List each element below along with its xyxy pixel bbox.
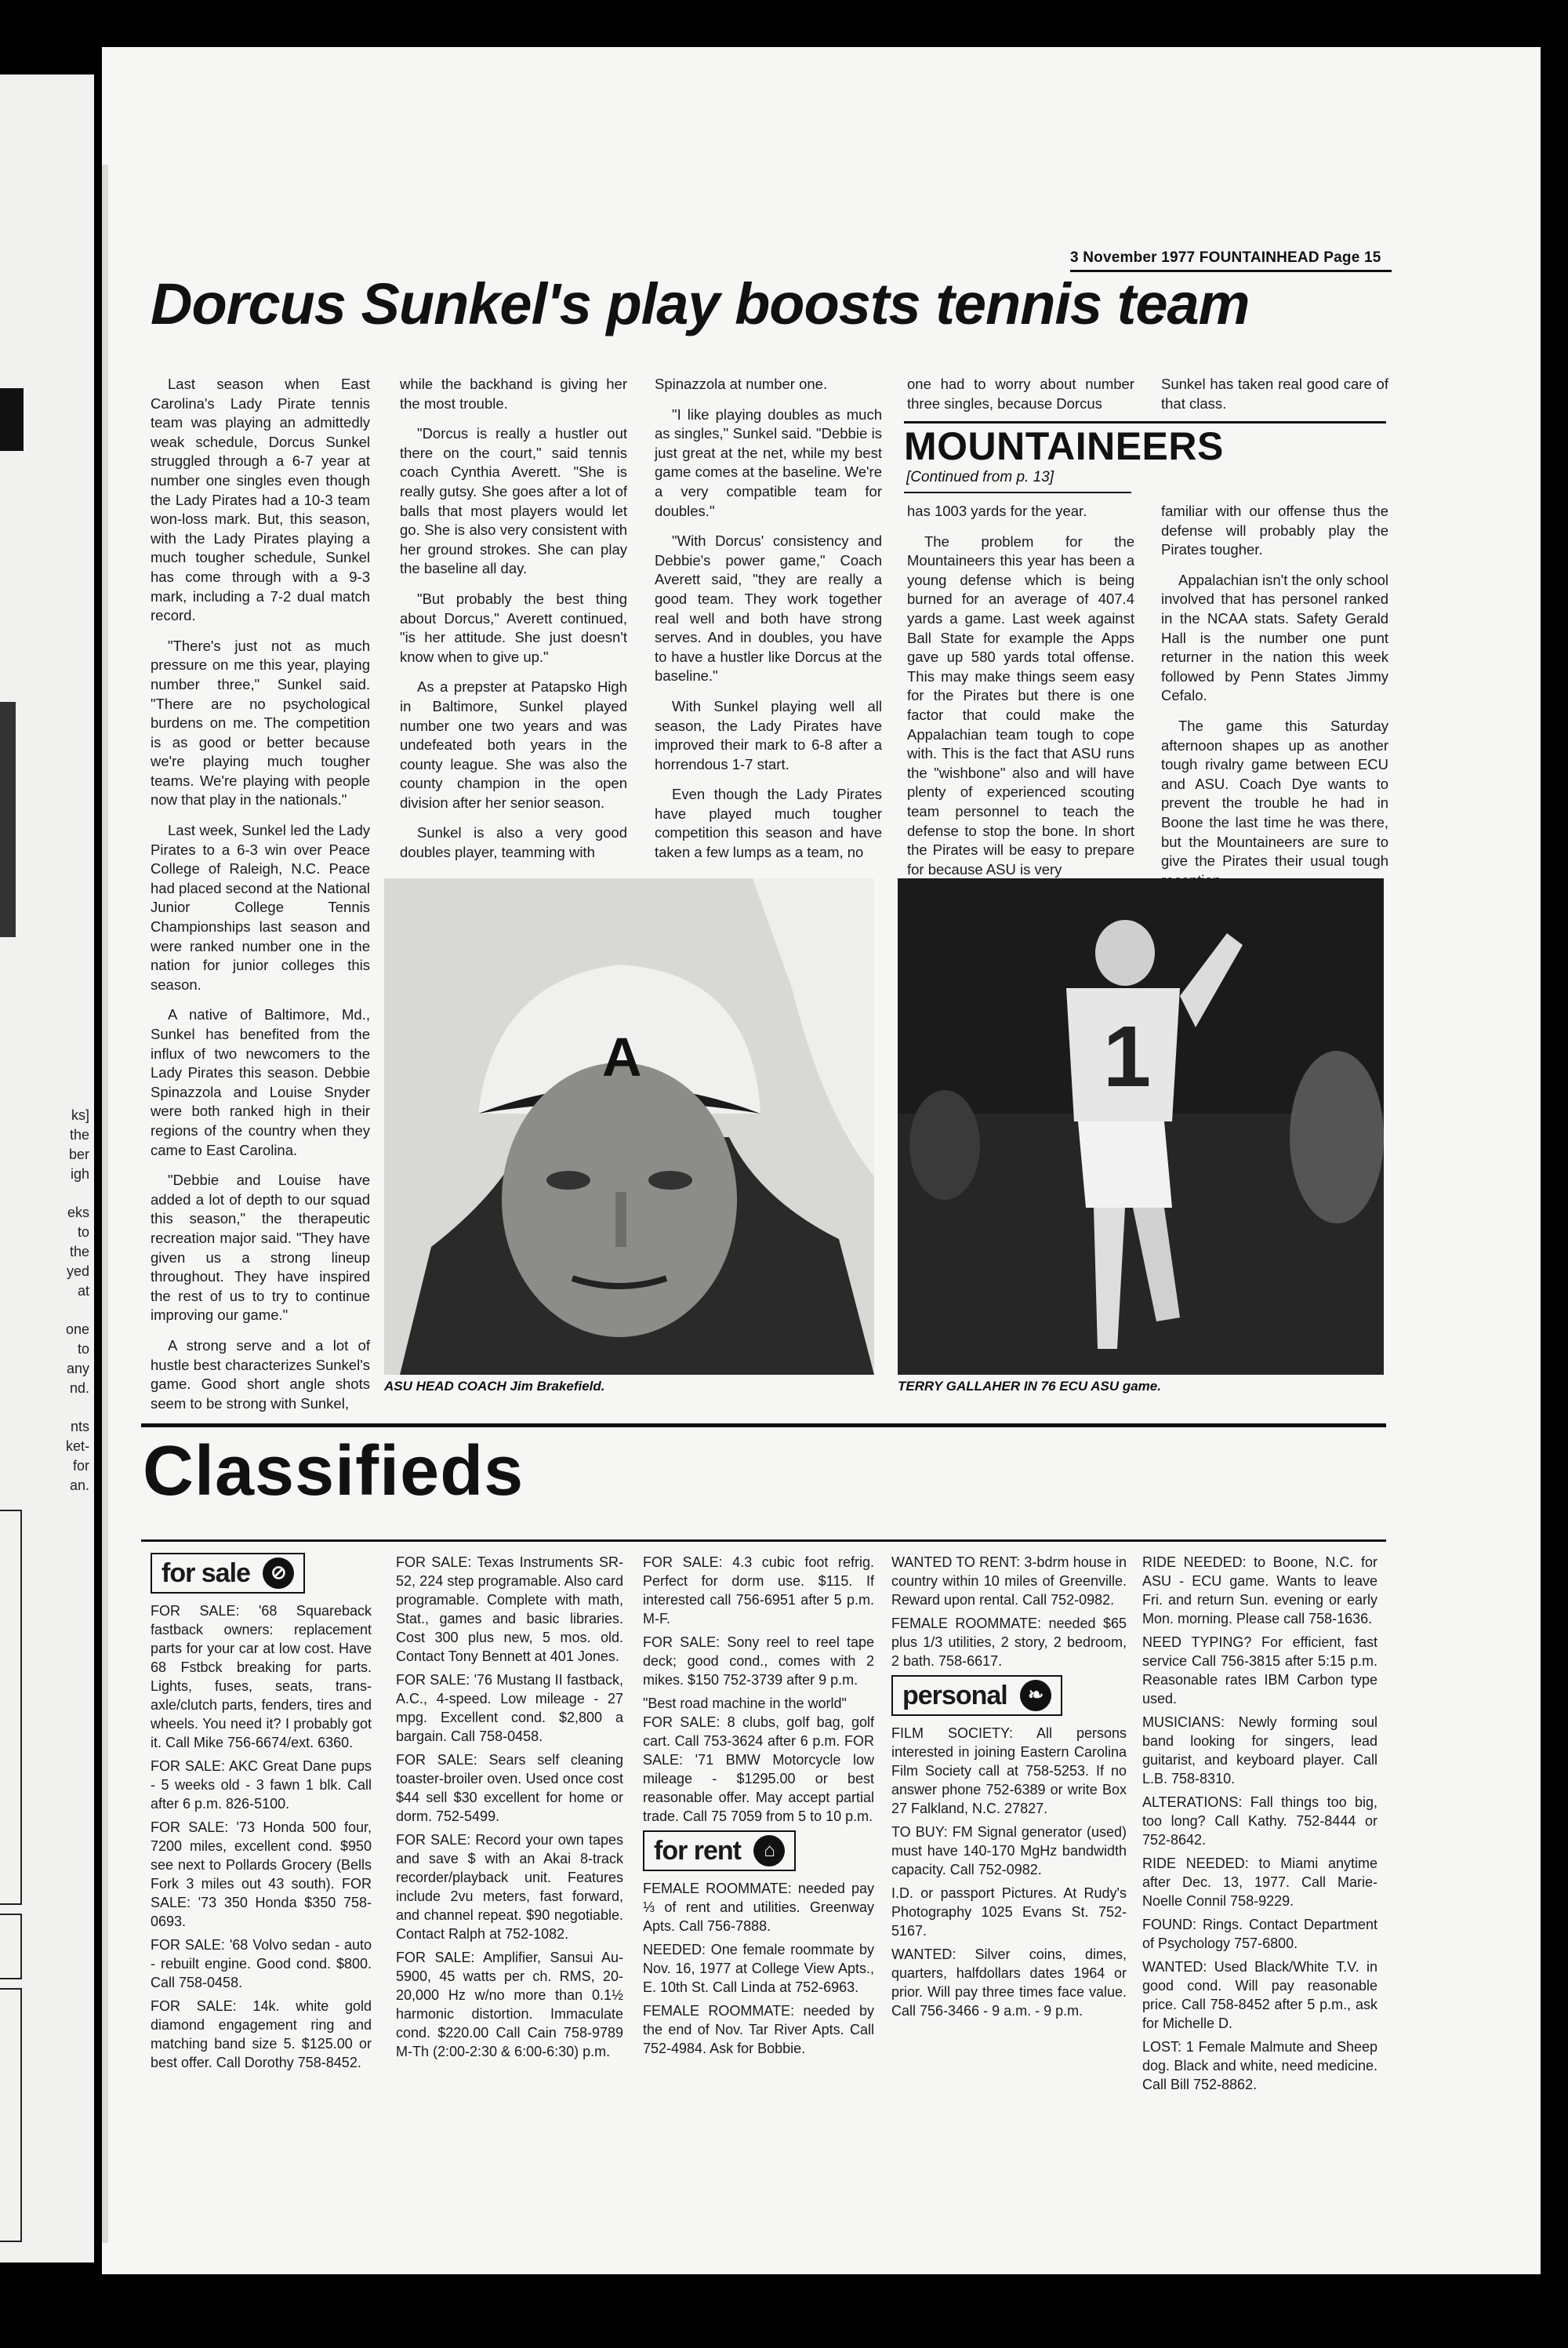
classifieds-column-3: FOR SALE: 4.3 cubic foot refrig. Perfect for dorm use. $115. If interested call 756-6951 after 5 p.m. M-F. FOR SALE: Sony reel to reel tape deck; good cond., comes with 2 mikes. $150 752-3739 after 9 p.m. "Best road machine in the world" FOR SALE: 8 clubs, golf bag, golf cart. Call 753-3624 after 6 p.m. FOR SALE: '71 BMW Motorcycle low mileage - $1295.00 or best reasonable offer. May accept partial trade. Call 75 7059 from 5 to 10 p.m. for rent ⌂ FEMALE ROOMMATE: needed pay ⅓ of rent and utilities. Greenway Apts. Call 756-7888. NEEDED: One female roommate by Nov. 16, 1977 at College View Apts., E. 10th St. Call Linda at 752-6963. FEMALE ROOMMATE: needed by the end of Nov. Tar River Apts. Call 752-4984. Ask for Bobbie. [643, 1554, 874, 2056]
football-photo-caption: TERRY GALLAHER IN 76 ECU ASU game. [898, 1379, 1161, 1394]
bmw-quote: "Best road machine in the world" [643, 1696, 847, 1711]
tennis-column-1: Last season when East Carolina's Lady Pirate tennis team was playing an admittedly weak schedule, Dorcus Sunkel struggled through a 6-7 year at number one singles even though the Lady Pirates had a 10-3 team won-loss mark. But, this season, with the Lady Pirates playing a much tougher schedule, Sunkel has come through with a 9-3 mark, including a 7-2 dual match record. "There's just not as much pressure on me this year, playing number three," Sunkel said. "There are no psychological burdens on me. The competition is as good or better because we're playing much tougher teams. We're playing with people now that play in the nationals." Last week, Sunkel led the Lady Pirates to a 6-3 win over Peace College of Raleigh, N.C. Peace had placed second at the National Junior College Tennis Championships last season and were ranked number one in the nation for junior colleges this season. A native of Baltimore, Md., Sunkel has benefited from the influx of two newcomers to the Lady Pirates this season. Debbie Spinazzola and Louise Snyder were both ranked high in their regions of the country when they came to East Carolina. "Debbie and Louise have added a lot of depth to our squad this season," the therapeutic recreation major said. "They have given us a strong lineup throughout. They have inspired the rest of us to try to continue improving our game." A strong serve and a lot of hustle best characterizes Sunkel's game. Good short angle shots seem to be strong with Sunkel, [151, 376, 370, 1412]
mountaineers-column-2: familiar with our offense thus the defense will probably play the Pirates tougher. Appalachian isn't the only school involved that has personel ranked in the NCAA stats. Safety Gerald Hall is the number one punt returner in the nation this week followed by Penn States Jimmy Cefalo. The game this Saturday afternoon shapes up as another tough rivalry game between ECU and ASU. Coach Dye wants to prevent the trouble he had in Boone the last time he was there, but the Mountaineers are sure to give the Pirates their usual tough [1161, 503, 1388, 870]
classifieds-column-2: FOR SALE: Texas Instruments SR-52, 224 step programable. Also card programable. Complete with math, Stat., games and basic libraries. Cost 300 plus new, 5 mos. old. Contact Tony Bennett at 401 Jones. FOR SALE: '76 Mustang II fastback, A.C., 4-speed. Low mileage - 27 mpg. Excellent cond. $2,800 a bargain. Call 758-0458. FOR SALE: Sears self cleaning toaster-broiler oven. Used once cost $44 sell $30 excellent for home or dorm. 752-5499. FOR SALE: Record your own tapes and save $ with an Akai 8-track recorder/playback unit. Features include 2vu meters, fast forward, and channel repeat. $90 negotiable. Contact Ralph at 752-1082. FOR SALE: Amplifier, Sansui Au-5900, 45 watts per ch. RMS, 20-20,000 Hz w/no more than 0.1½ harmonic distortion. Immaculate cond. $220.00 Call Cain 758-9789 M-Th (2:00-2:30 & 6:00-6:30) p.m. [396, 1554, 623, 2059]
football-photo-illustration [898, 878, 1384, 1375]
adjacent-page-fragment [0, 75, 94, 2263]
tennis-column-2: while the backhand is giving her the most trouble. "Dorcus is really a hustler out there on the court," said tennis coach Cynthia Averett. "She is really gutsy. She goes after a lot of balls that most players would let go. She is also very consistent with her ground strokes. She can play the baseline all day. "But probably the best thing about Dorcus," Averett continued, "is her attitude. She just doesn't know when to give up." As a prepster at Patapsko High in Baltimore, Sunkel played number one two years and was undefeated both years in the county league. She was also the county champion in the open division after her senior season. Sunkel is also a very good doubles player, teamming with [400, 376, 627, 861]
fragment-box [0, 1510, 22, 1905]
fragment-text: ks] the ber igh eks to the yed at one to any nd. nts ket- for an. [65, 1107, 89, 1493]
fragment-image [0, 702, 16, 937]
classifieds-title: Classifieds [143, 1432, 524, 1510]
dateline: 3 November 1977 FOUNTAINHEAD Page 15 [1070, 249, 1381, 266]
coach-photo-caption: ASU HEAD COACH Jim Brakefield. [384, 1379, 605, 1394]
house-icon: ⌂ [753, 1835, 785, 1866]
page-gutter-shadow [102, 165, 108, 2243]
mountaineers-title: MOUNTAINEERS [904, 424, 1224, 468]
continued-note: [Continued from p. 13] [906, 469, 1054, 485]
for-rent-tag: for rent ⌂ [643, 1830, 796, 1871]
mountaineers-column-1: has 1003 yards for the year. The problem for the Mountaineers this year has been a young defense which is being burned for an average of 407.4 yards a game. Last week against Ball State for example the Apps gave up 580 yards total offense. This may make things seem easy for the Pirates but there is one factor that could make the Appalachian team tough to cope with. This is the fact that ASU runs the "wishbone" also and will have plenty of experienced scouting team personnel to teach the defense to stop the bone. In short the Pirates will be easy to prepare for because ASU is very [907, 503, 1134, 878]
tennis-column-5: Sunkel has taken real good care of that class. [1161, 376, 1388, 412]
coach-photo [384, 878, 874, 1375]
section-rule [141, 1423, 1386, 1427]
tennis-column-3: Spinazzola at number one. "I like playing doubles as much as singles," Sunkel said. "Debbie is just great at the net, while my best game comes at the baseline. We're a very compatible team for doubles." "With Dorcus' consistency and Debbie's power game," Coach Averett said, "they are really a good team. They work together real well and both have strong serves. And in doubles, you have to have a hustler like Dorcus at the baseline." With Sunkel playing well all season, the Lady Pirates have improved their mark to 6-8 after a horrendous 1-7 start. Even though the Lady Pirates have played much tougher competition this season and have taken a few lumps as a team, no [655, 376, 882, 861]
tennis-column-4: one had to worry about number three singles, because Dorcus [907, 376, 1134, 412]
tennis-headline: Dorcus Sunkel's play boosts tennis team [151, 271, 1250, 336]
classifieds-column-1: for sale ⊘ FOR SALE: '68 Squareback fastback owners: replacement parts for your car at low cost. Have 68 Fstbck breaking for parts. Lights, fuses, seats, trans-axle/clutch parts, fenders, tires and wheels. You need it? I probably got it. Call Mike 756-6674/ext. 6360. FOR SALE: AKC Great Dane pups - 5 weeks old - 3 fawn 1 blk. Call after 6 p.m. 826-5100. FOR SALE: '73 Honda 500 four, 7200 miles, excellent cond. $950 see next to Pollards Grocery (Bells Fork 3 miles out 43 south). FOR SALE: '73 350 Honda $350 758-0693. FOR SALE: '68 Volvo sedan - auto - rebuilt engine. Good cond. $800. Call 758-0458. FOR SALE: 14k. white gold diamond engagement ring and matching band size 5. $125.00 or best offer. Call Dorothy 758-8452. [151, 1553, 372, 2077]
classifieds-column-4: WANTED TO RENT: 3-bdrm house in country within 10 miles of Greenville. Reward upon rental. Call 752-0982. FEMALE ROOMMATE: needed $65 plus 1/3 utilities, 2 story, 2 bedroom, 2 bath. 758-6617. personal ❧ FILM SOCIETY: All persons interested in joining Eastern Carolina Film Society call at 758-5253. If no answer phone 752-6389 or write Box 27 Falkland, N.C. 27827. TO BUY: FM Signal generator (used) must have 140-170 MgHz bandwidth capacity. Call 752-0982. I.D. or passport Pictures. At Rudy's Photography 1025 Evans St. 752-5167. WANTED: Silver coins, dimes, quarters, halfdollars dates 1964 or prior. Will pay three times face value. Call 756-3466 - 9 a.m. - 9 p.m. [891, 1554, 1127, 2019]
personal-tag: personal ❧ [891, 1675, 1062, 1716]
classifieds-column-5: RIDE NEEDED: to Boone, N.C. for ASU - ECU game. Wants to leave Fri. and return Sun. evening or early Mon. morning. Please call 758-1636. NEED TYPING? For efficient, fast service Call 756-3815 after 5:15 p.m. Reasonable rates IBM Carbon type used. MUSICIANS: Newly forming soul band looking for singers, lead guitarist, and keyboard player. Call L.B. 758-8310. ALTERATIONS: Fall things too big, too long? Call Kathy. 752-8444 or 752-8642. RIDE NEEDED: to Miami anytime after Dec. 13, 1977. Call Marie-Noelle Connil 758-9229. FOUND: Rings. Contact Department of Psychology 757-6800. WANTED: Used Black/White T.V. in good cond. Will pay reasonable price. Call 758-8452 after 5 p.m., ask for Michelle D. LOST: 1 Female Malmute and Sheep dog. Black and white, need medicine. Call Bill 752-8862. [1142, 1554, 1377, 2092]
for-sale-icon: ⊘ [263, 1557, 294, 1589]
mountaineers-sub-rule [904, 492, 1131, 493]
cap-letter: A [602, 1027, 642, 1088]
coach-photo-illustration [384, 878, 874, 1375]
ribbon-icon: ❧ [1020, 1680, 1051, 1711]
football-photo [898, 878, 1384, 1375]
fragment-box [0, 1914, 22, 1979]
fragment-image [0, 388, 24, 451]
jersey-number: 1 [1103, 1009, 1152, 1105]
classifieds-rule [141, 1539, 1386, 1542]
for-sale-tag: for sale ⊘ [151, 1553, 305, 1594]
fragment-box [0, 1988, 22, 2242]
